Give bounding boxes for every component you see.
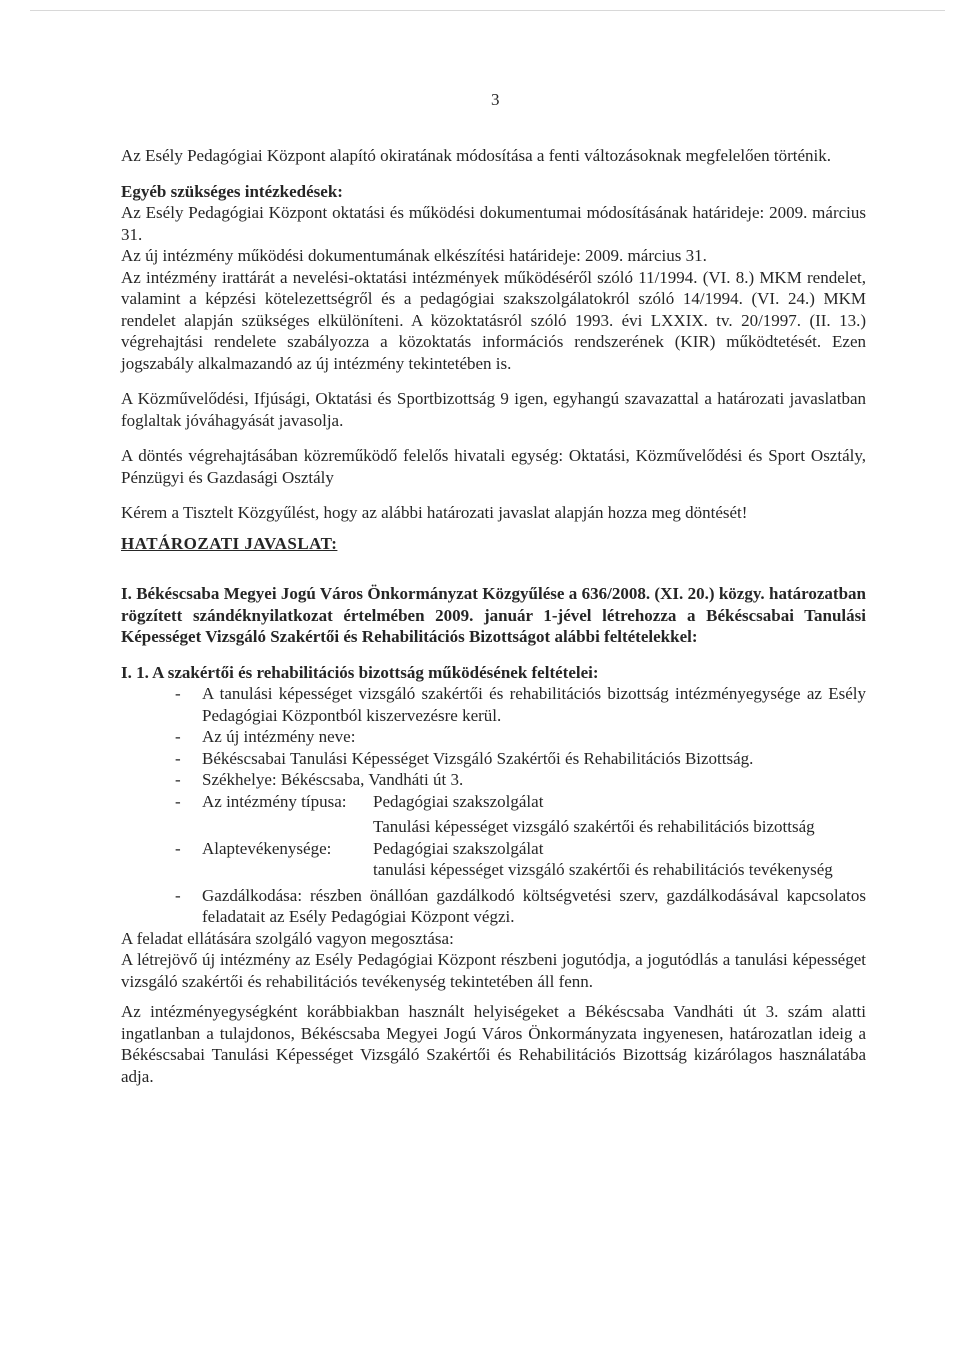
measures-title: Egyéb szükséges intézkedések: [121, 181, 343, 201]
section-title: I. 1. A szakértői és rehabilitációs bizottság működésének feltételei: [121, 662, 599, 682]
list-item: - Székhelye: Békéscsaba, Vandháti út 3. [175, 770, 464, 789]
list-item: - Békéscsabai Tanulási Képességet Vizsgáló Szakértői és Rehabilitációs Bizottság. [175, 748, 754, 768]
assets-paragraph-2: Az intézményegységként korábbiakban használt helyiségeket a Békéscsaba Vandháti út 3. szám alatti ingatlanban a tulajdonos, Békéscsaba Megyei Jogú Város Önkormányzata ingyenesen, határozatlan ideig a Békéscsabai Tanulási Képességet Vizsgáló Szakértői és Rehabilitációs Bizottság kizárólagos használatába adja. [121, 1002, 866, 1086]
responsible-paragraph: A döntés végrehajtásában közreműködő felelős hivatali egység: Oktatási, Közművelődési és Sport Osztály, Pénzügyi és Gazdasági Osztály [121, 446, 866, 487]
resolution-intro: I. Békéscsaba Megyei Jogú Város Önkormányzat Közgyűlése a 636/2008. (XI. 20.) közgy. határozatban rögzített szándéknyilatkozat értelmében 2009. január 1-jével létrehozza a Békéscsabai Tanulási Képességet Vizsgáló Szakértői és Rehabilitációs Bizottságot alábbi feltételekkel: [121, 584, 866, 646]
list-item-type: - Az intézmény típusa: Pedagógiai szakszolgálat Tanulási képességet vizsgáló szakértői és rehabilitációs bizottság [175, 791, 815, 836]
request-paragraph: Kérem a Tisztelt Közgyűlést, hogy az alábbi határozati javaslat alapján hozza meg döntését! [121, 503, 748, 522]
list-item-finance: - Gazdálkodása: részben önállóan gazdálkodó költségvetési szerv, gazdálkodásával kapcsolatos feladatait az Esély Pedagógiai Központ végzi. [175, 885, 866, 926]
paragraph-amendment: Az Esély Pedagógiai Központ alapító okiratának módosítása a fenti változásoknak megfelelően történik. [121, 146, 831, 165]
document-page [121, 0, 866, 1087]
page-number: 3 [491, 90, 500, 109]
assets-paragraph-1: A létrejövő új intézmény az Esély Pedagógiai Központ részbeni jogutódja, a jogutódlás a tanulási képességet vizsgáló szakértői és rehabilitációs tevékenység tekintetében áll fenn. [121, 950, 866, 991]
measure-item: Az Esély Pedagógiai Központ oktatási és működési dokumentumai módosításának határideje: 2009. március 31. [121, 203, 866, 244]
measure-item: Az új intézmény működési dokumentumának elkészítési határideje: 2009. március 31. [121, 246, 707, 265]
resolution-heading: HATÁROZATI JAVASLAT: [121, 533, 338, 553]
assets-title: A feladat ellátására szolgáló vagyon megosztása: [121, 928, 454, 948]
conditions-list [153, 683, 866, 928]
measure-item: Az intézmény irattárát a nevelési-oktatási intézmények működéséről szóló 11/1994. (VI. 8.) MKM rendelet, valamint a képzési kötelezettségről és a pedagógiai szakszolgálatokról szóló 14/1994. (VI. 24.) MKM rendelet alapján szükséges elkülöníteni. A közoktatásról szóló 1993. évi LXXIX. tv. 20/1997. (II. 13.) végrehajtási rendelete szabályozza a közoktatás információs rendszerének (KIR) működtetését. Ezen jogszabály alkalmazandó az új intézmény tekintetében is. [121, 267, 866, 373]
list-item-activity: - Alaptevékenysége: Pedagógiai szakszolgálat tanulási képességet vizsgáló szakértői és rehabilitációs tevékenység [175, 838, 833, 879]
list-item: - Az új intézmény neve: [175, 727, 356, 746]
list-item: - A tanulási képességet vizsgáló szakértői és rehabilitációs bizottság intézményegysége az Esély Pedagógiai Központból kiszervezésre kerül. [175, 684, 866, 725]
committee-paragraph: A Közművelődési, Ifjúsági, Oktatási és Sportbizottság 9 igen, egyhangú szavazattal a határozati javaslatban foglaltak jóváhagyását javasolja. [121, 389, 866, 430]
